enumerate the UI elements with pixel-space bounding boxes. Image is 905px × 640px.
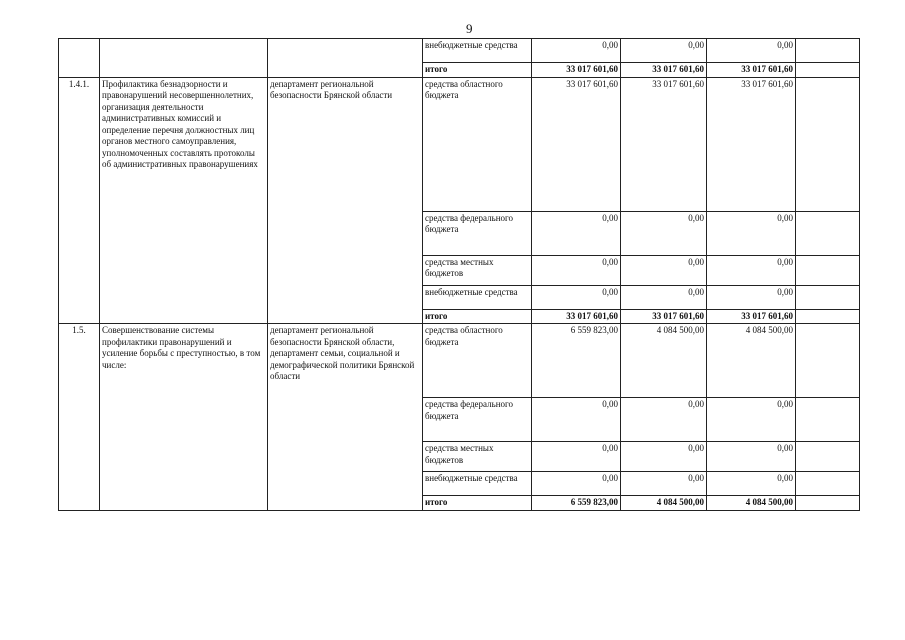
amount-year-2: 0,00 — [621, 285, 707, 309]
amount-year-2: 0,00 — [621, 472, 707, 496]
note-cell — [796, 398, 860, 442]
note-cell — [796, 39, 860, 63]
amount-year-2: 33 017 601,60 — [621, 309, 707, 324]
amount-year-3: 0,00 — [707, 398, 796, 442]
funding-source: средства местных бюджетов — [423, 442, 532, 472]
amount-year-3: 33 017 601,60 — [707, 309, 796, 324]
amount-year-1: 0,00 — [532, 398, 621, 442]
note-cell — [796, 285, 860, 309]
amount-year-2: 0,00 — [621, 442, 707, 472]
amount-year-3: 0,00 — [707, 211, 796, 255]
amount-year-1: 0,00 — [532, 39, 621, 63]
program-funding-table — [58, 38, 860, 511]
item-number — [59, 39, 100, 78]
funding-source: итого — [423, 63, 532, 78]
note-cell — [796, 211, 860, 255]
amount-year-3: 0,00 — [707, 442, 796, 472]
amount-year-2: 4 084 500,00 — [621, 496, 707, 511]
item-name: Совершенствование системы профилактики правонарушений и усиление борьбы с преступностью, в том числе: — [100, 324, 268, 511]
amount-year-3: 4 084 500,00 — [707, 496, 796, 511]
note-cell — [796, 496, 860, 511]
amount-year-3: 0,00 — [707, 285, 796, 309]
funding-source: внебюджетные средства — [423, 472, 532, 496]
item-name — [100, 39, 268, 78]
funding-row — [59, 39, 860, 63]
amount-year-2: 4 084 500,00 — [621, 324, 707, 398]
funding-source: итого — [423, 309, 532, 324]
amount-year-1: 33 017 601,60 — [532, 77, 621, 211]
item-number: 1.4.1. — [59, 77, 100, 324]
funding-source: итого — [423, 496, 532, 511]
amount-year-1: 0,00 — [532, 442, 621, 472]
funding-source: средства областного бюджета — [423, 77, 532, 211]
amount-year-1: 33 017 601,60 — [532, 63, 621, 78]
amount-year-2: 33 017 601,60 — [621, 77, 707, 211]
note-cell — [796, 255, 860, 285]
amount-year-2: 33 017 601,60 — [621, 63, 707, 78]
note-cell — [796, 77, 860, 211]
funding-source: средства областного бюджета — [423, 324, 532, 398]
funding-row — [59, 77, 860, 211]
amount-year-1: 6 559 823,00 — [532, 496, 621, 511]
funding-source: средства местных бюджетов — [423, 255, 532, 285]
funding-source: средства федерального бюджета — [423, 398, 532, 442]
item-executor: департамент региональной безопасности Брянской области — [268, 77, 423, 324]
funding-row — [59, 324, 860, 398]
note-cell — [796, 63, 860, 78]
funding-source: внебюджетные средства — [423, 39, 532, 63]
amount-year-3: 0,00 — [707, 472, 796, 496]
amount-year-1: 33 017 601,60 — [532, 309, 621, 324]
note-cell — [796, 442, 860, 472]
item-name: Профилактика безнадзорности и правонарушений несовершеннолетних, организация деятельности административных комиссий и определение перечня должностных лиц органов местного самоуправления, уполномоченных составлять протоколы об административных правонарушениях — [100, 77, 268, 324]
table-body — [59, 39, 860, 511]
amount-year-3: 0,00 — [707, 255, 796, 285]
amount-year-3: 0,00 — [707, 39, 796, 63]
amount-year-1: 0,00 — [532, 285, 621, 309]
item-executor — [268, 39, 423, 78]
amount-year-2: 0,00 — [621, 255, 707, 285]
note-cell — [796, 324, 860, 398]
item-executor: департамент региональной безопасности Брянской области, департамент семьи, социальной и демографической политики Брянской области — [268, 324, 423, 511]
amount-year-3: 4 084 500,00 — [707, 324, 796, 398]
amount-year-1: 0,00 — [532, 255, 621, 285]
amount-year-1: 0,00 — [532, 472, 621, 496]
note-cell — [796, 472, 860, 496]
amount-year-2: 0,00 — [621, 211, 707, 255]
amount-year-1: 6 559 823,00 — [532, 324, 621, 398]
amount-year-1: 0,00 — [532, 211, 621, 255]
page-number: 9 — [466, 21, 473, 36]
amount-year-3: 33 017 601,60 — [707, 77, 796, 211]
item-number: 1.5. — [59, 324, 100, 511]
amount-year-2: 0,00 — [621, 398, 707, 442]
note-cell — [796, 309, 860, 324]
funding-source: средства федерального бюджета — [423, 211, 532, 255]
amount-year-3: 33 017 601,60 — [707, 63, 796, 78]
funding-source: внебюджетные средства — [423, 285, 532, 309]
amount-year-2: 0,00 — [621, 39, 707, 63]
